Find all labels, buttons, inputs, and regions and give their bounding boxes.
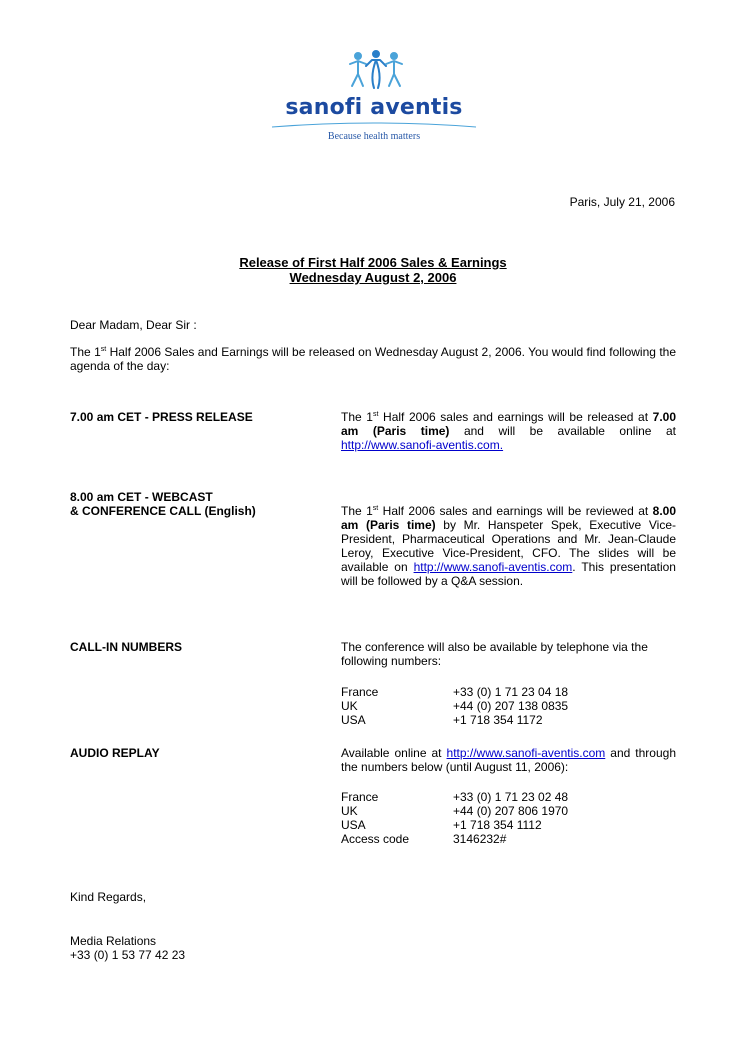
salutation: Dear Madam, Dear Sir :	[70, 318, 197, 332]
logo-figures-icon	[268, 48, 480, 98]
agenda-label-audio-replay: AUDIO REPLAY	[70, 746, 160, 760]
agenda-text-press-release: The 1st Half 2006 sales and earnings will be released at 7.00 am (Paris time) and will be available online at http://www.sanofi-aventis.com.	[341, 410, 677, 452]
call-in-number-list	[341, 685, 676, 727]
access-code-row: Access code 3146232#	[341, 832, 507, 846]
agenda-text-call-in: The conference will also be available by telephone via the following numbers:	[341, 640, 648, 668]
document-title: Release of First Half 2006 Sales & Earnings	[239, 255, 507, 270]
phone-row: USA +1 718 354 1172	[341, 713, 543, 727]
website-link[interactable]: http://www.sanofi-aventis.com	[413, 560, 573, 574]
phone-row: USA +1 718 354 1112	[341, 818, 542, 832]
website-link[interactable]: http://www.sanofi-aventis.com	[446, 746, 606, 760]
agenda-label-call-in: CALL-IN NUMBERS	[70, 640, 182, 654]
signature-department: Media Relations	[70, 934, 157, 948]
date-line: Paris, July 21, 2006	[569, 195, 675, 209]
agenda-label-press-release: 7.00 am CET - PRESS RELEASE	[70, 410, 253, 424]
logo-swoosh-icon	[268, 121, 480, 131]
phone-row: France +33 (0) 1 71 23 02 48	[341, 790, 569, 804]
signature-phone: +33 (0) 1 53 77 42 23	[70, 948, 186, 962]
phone-row: France +33 (0) 1 71 23 04 18	[341, 685, 569, 699]
website-link[interactable]: http://www.sanofi-aventis.com.	[341, 438, 504, 452]
document-subtitle: Wednesday August 2, 2006	[289, 270, 457, 285]
closing-regards: Kind Regards,	[70, 890, 147, 904]
logo-tagline: Because health matters	[327, 131, 421, 142]
replay-number-list	[341, 790, 676, 846]
phone-row: UK +44 (0) 207 806 1970	[341, 804, 569, 818]
phone-row: UK +44 (0) 207 138 0835	[341, 699, 569, 713]
agenda-text-audio-replay: Available online at http://www.sanofi-aventis.com and through the numbers below (until August 11, 2006):	[341, 746, 676, 774]
agenda-text-webcast: The 1st Half 2006 sales and earnings will be reviewed at 8.00 am (Paris time) by Mr. Hanspeter Spek, Executive Vice-President, Pharmaceutical Operations and Mr. Jean-Claude Leroy, Executive Vice-President, CFO. The slides will be available on http://www.sanofi-aventis.com. This presentation will be followed by a Q&A session.	[341, 504, 677, 588]
intro-paragraph: The 1st Half 2006 Sales and Earnings will be released on Wednesday August 2, 2006. You would find following the agenda of the day:	[70, 345, 676, 373]
agenda-label-webcast: 8.00 am CET - WEBCAST & CONFERENCE CALL (English)	[70, 490, 256, 518]
logo-brand-text: sanofi aventis	[285, 95, 463, 120]
